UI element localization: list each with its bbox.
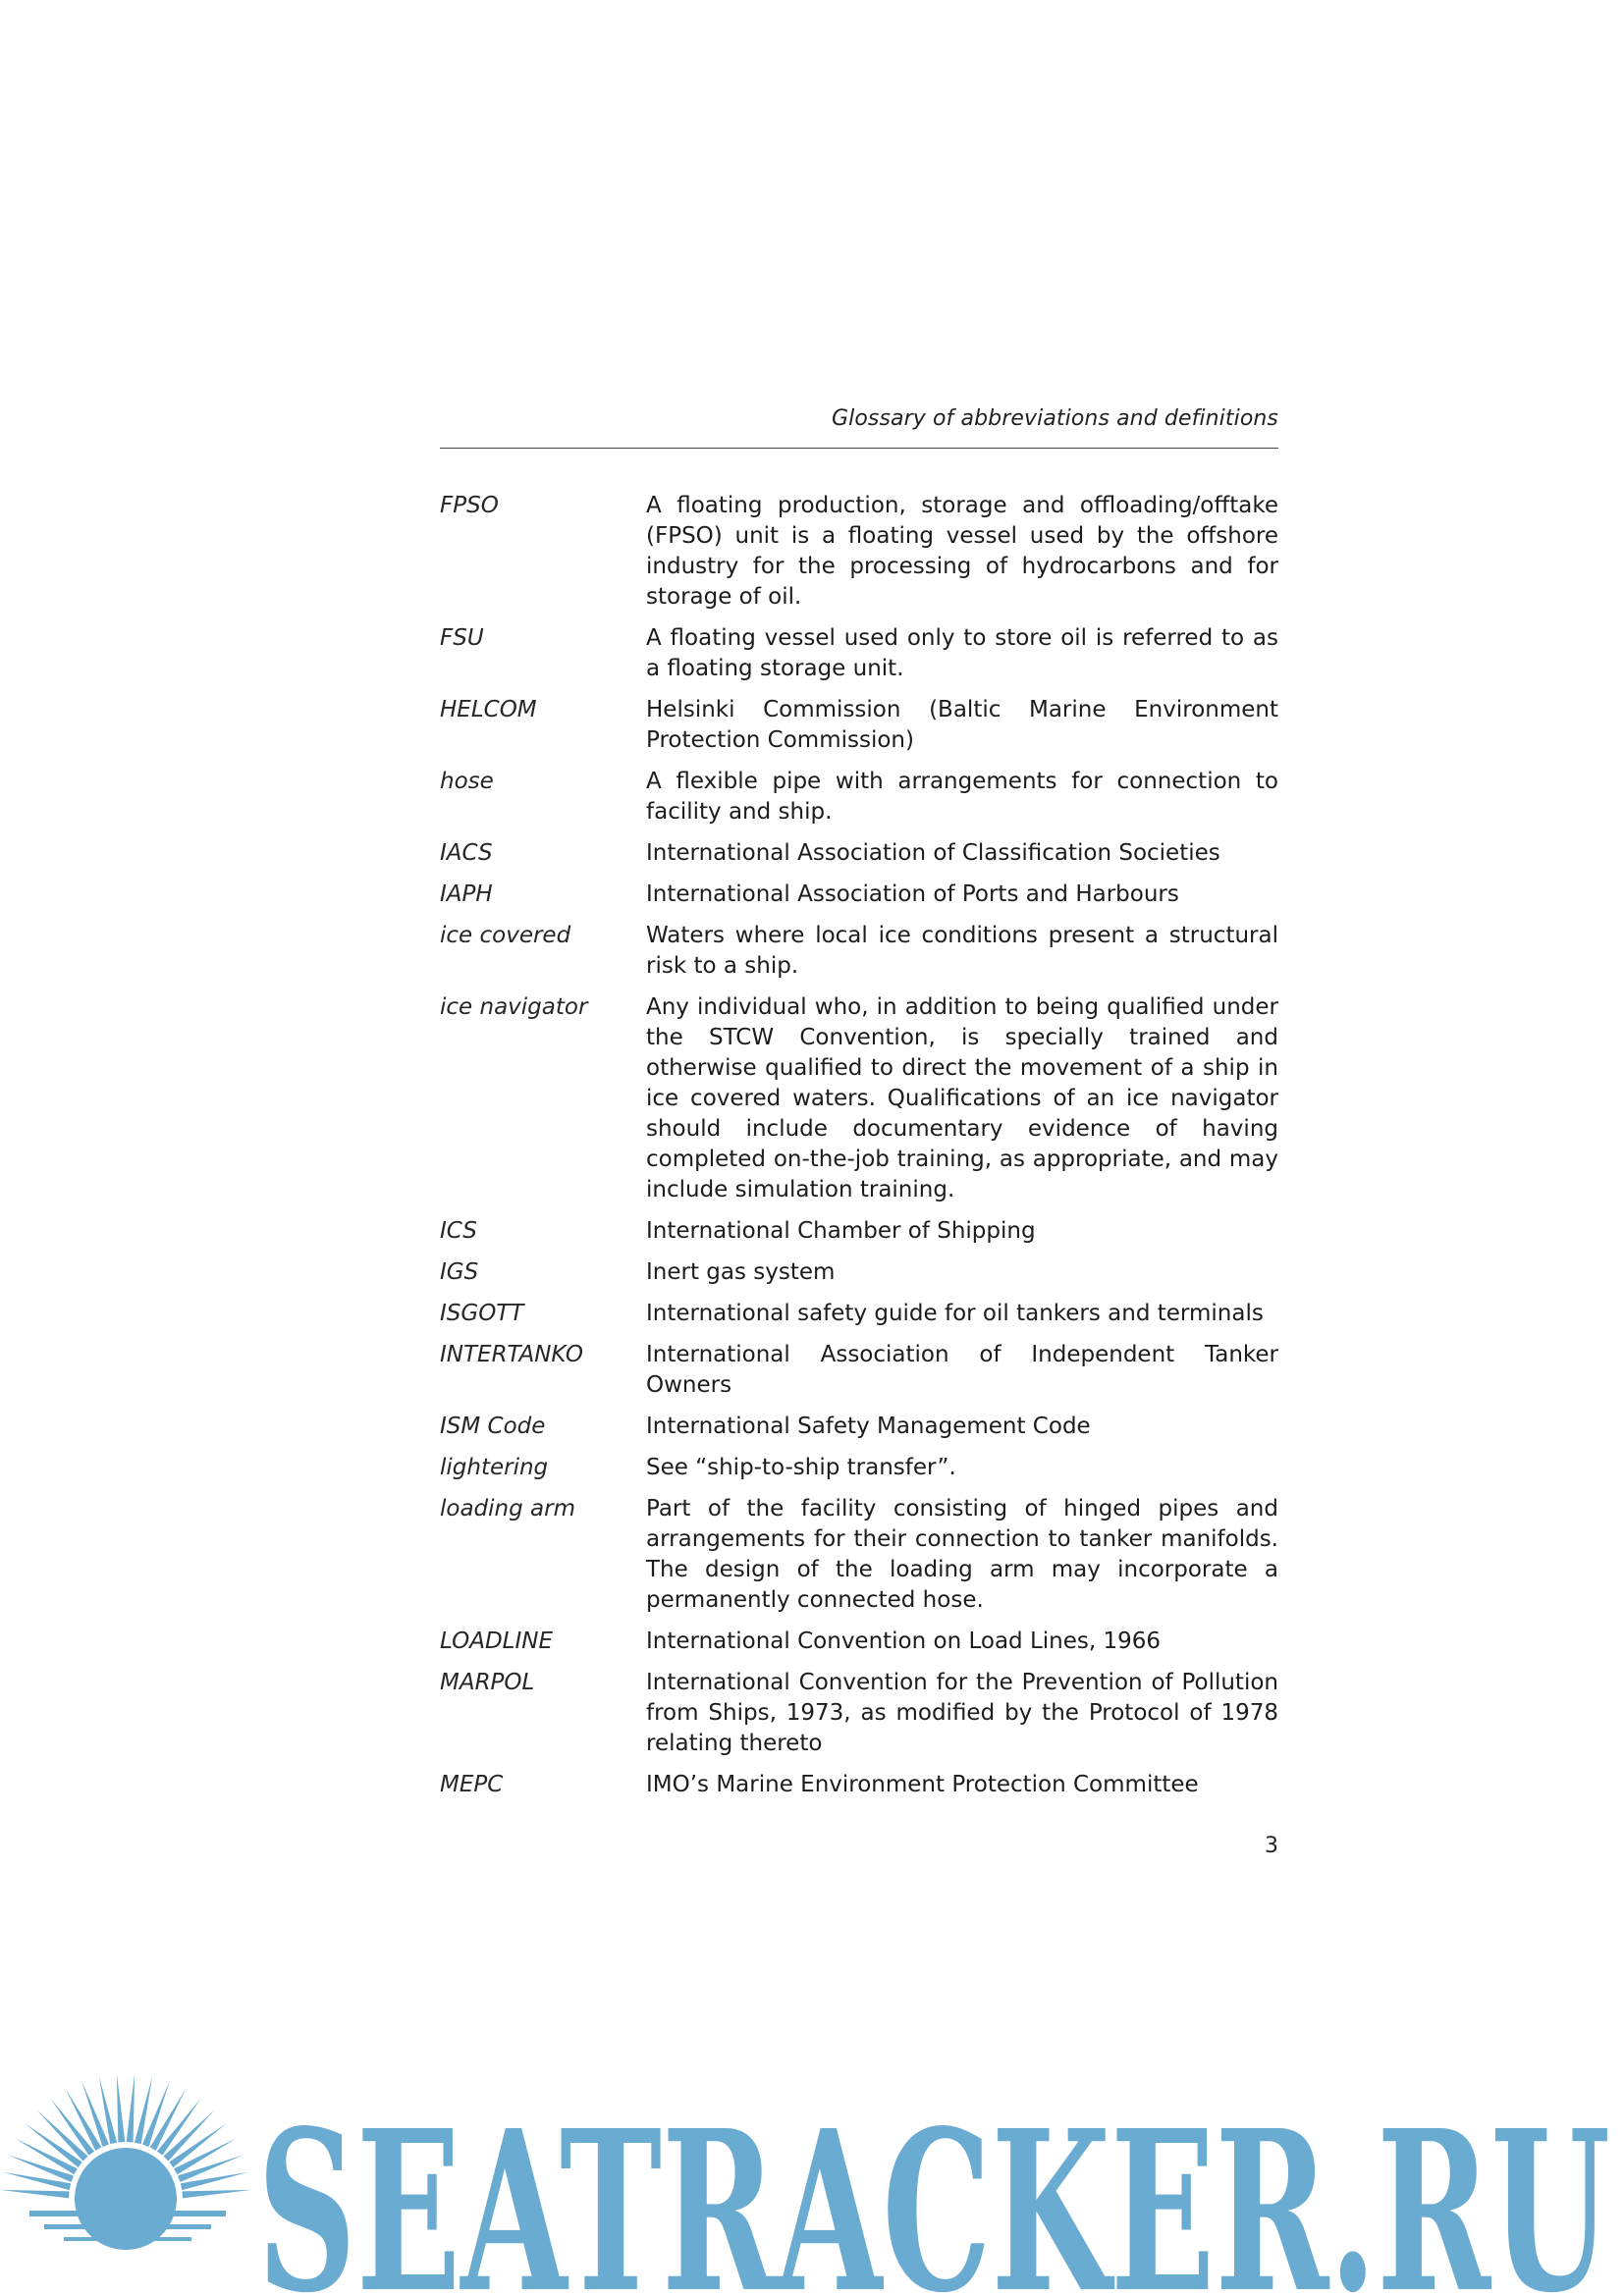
glossary-term: HELCOM <box>440 697 537 722</box>
glossary-term: LOADLINE <box>440 1629 553 1654</box>
glossary-entry <box>440 1494 1278 1616</box>
glossary-term: INTERTANKO <box>440 1342 583 1367</box>
glossary-definition: Waters where local ice conditions present a structural risk to a ship. <box>646 923 1278 979</box>
glossary-term: IGS <box>440 1259 479 1285</box>
watermark <box>0 2052 1624 2296</box>
sun-ray <box>117 2073 125 2142</box>
glossary-term: ICS <box>440 1218 477 1244</box>
page-number: 3 <box>1265 1834 1278 1858</box>
glossary-entry <box>440 767 1278 828</box>
glossary-entry <box>440 992 1278 1205</box>
glossary-term: hose <box>440 769 494 794</box>
glossary-entry <box>440 1412 1278 1442</box>
glossary-entry <box>440 838 1278 869</box>
glossary-entry <box>440 1668 1278 1759</box>
glossary-definition: A flexible pipe with arrangements for connection to facility and ship. <box>646 769 1278 825</box>
glossary-definition: International Convention for the Prevention of Pollution from Ships, 1973, as modified by the Protocol of 1978 relating thereto <box>646 1670 1278 1756</box>
glossary-definition: Any individual who, in addition to being qualified under the STCW Convention, is specially trained and otherwise qualified to direct the movement of a ship in ice covered waters. Qualifications of an ice navigator should include documentary evidence of having completed on-the-job training, as appropriate, and may include simulation training. <box>646 994 1278 1202</box>
sun-ray <box>183 2190 251 2198</box>
glossary-entry <box>440 880 1278 910</box>
glossary-entry <box>440 491 1278 613</box>
glossary-term: ISGOTT <box>440 1301 524 1326</box>
glossary-definition: Inert gas system <box>646 1259 836 1285</box>
glossary-definition: International Convention on Load Lines, 1966 <box>646 1629 1162 1654</box>
glossary-term: IAPH <box>440 881 493 907</box>
glossary-entry <box>440 623 1278 684</box>
sun-ray <box>81 2081 109 2147</box>
sun-ray <box>8 2155 74 2182</box>
glossary-term: ice navigator <box>440 994 588 1020</box>
sun-ray <box>142 2081 170 2147</box>
glossary-definition: See “ship-to-ship transfer”. <box>646 1455 956 1480</box>
glossary-definition: International Association of Independent Tanker Owners <box>646 1342 1278 1398</box>
glossary-definition: A floating vessel used only to store oil is referred to as a floating storage unit. <box>646 625 1278 681</box>
glossary-entry <box>440 1453 1278 1483</box>
glossary-definition: A floating production, storage and offloading/offtake (FPSO) unit is a floating vessel used by the offshore industry for the processing of hydrocarbons and for storage of oil. <box>646 493 1278 610</box>
sun-icon <box>0 2073 250 2250</box>
glossary-term: FSU <box>440 625 484 651</box>
glossary-term: IACS <box>440 840 493 866</box>
glossary-entry <box>440 1340 1278 1401</box>
glossary-definition: International Association of Classification Societies <box>646 840 1220 866</box>
glossary-term: lightering <box>440 1455 549 1480</box>
glossary-entry <box>440 1299 1278 1329</box>
glossary-term: MEPC <box>440 1772 504 1797</box>
header-rule <box>440 448 1278 449</box>
sun-ray <box>178 2155 244 2182</box>
glossary-term: ISM Code <box>440 1414 546 1439</box>
glossary-definition: Part of the facility consisting of hinged pipes and arrangements for their connection to tanker manifolds. The design of the loading arm may incorporate a permanently connected hose. <box>646 1496 1278 1613</box>
glossary-list <box>440 491 1278 1811</box>
glossary-definition: Helsinki Commission (Baltic Marine Environment Protection Commission) <box>646 697 1278 753</box>
glossary-definition: IMO’s Marine Environment Protection Committee <box>646 1772 1199 1797</box>
glossary-entry <box>440 1770 1278 1800</box>
glossary-definition: International Chamber of Shipping <box>646 1218 1036 1244</box>
glossary-entry <box>440 1216 1278 1247</box>
glossary-definition: International safety guide for oil tankers and terminals <box>646 1301 1264 1326</box>
sun-ray <box>0 2190 69 2198</box>
glossary-entry <box>440 1257 1278 1288</box>
sun-ray <box>127 2073 135 2142</box>
watermark-text: SEATRACKER.RU <box>257 2083 1610 2296</box>
glossary-entry <box>440 695 1278 756</box>
running-header: Glossary of abbreviations and definitions <box>832 406 1278 431</box>
glossary-definition: International Association of Ports and Harbours <box>646 881 1179 907</box>
glossary-term: ice covered <box>440 923 571 948</box>
glossary-term: FPSO <box>440 493 499 518</box>
glossary-term: loading arm <box>440 1496 575 1522</box>
glossary-term: MARPOL <box>440 1670 535 1695</box>
glossary-entry <box>440 1627 1278 1657</box>
glossary-definition: International Safety Management Code <box>646 1414 1091 1439</box>
glossary-entry <box>440 921 1278 982</box>
